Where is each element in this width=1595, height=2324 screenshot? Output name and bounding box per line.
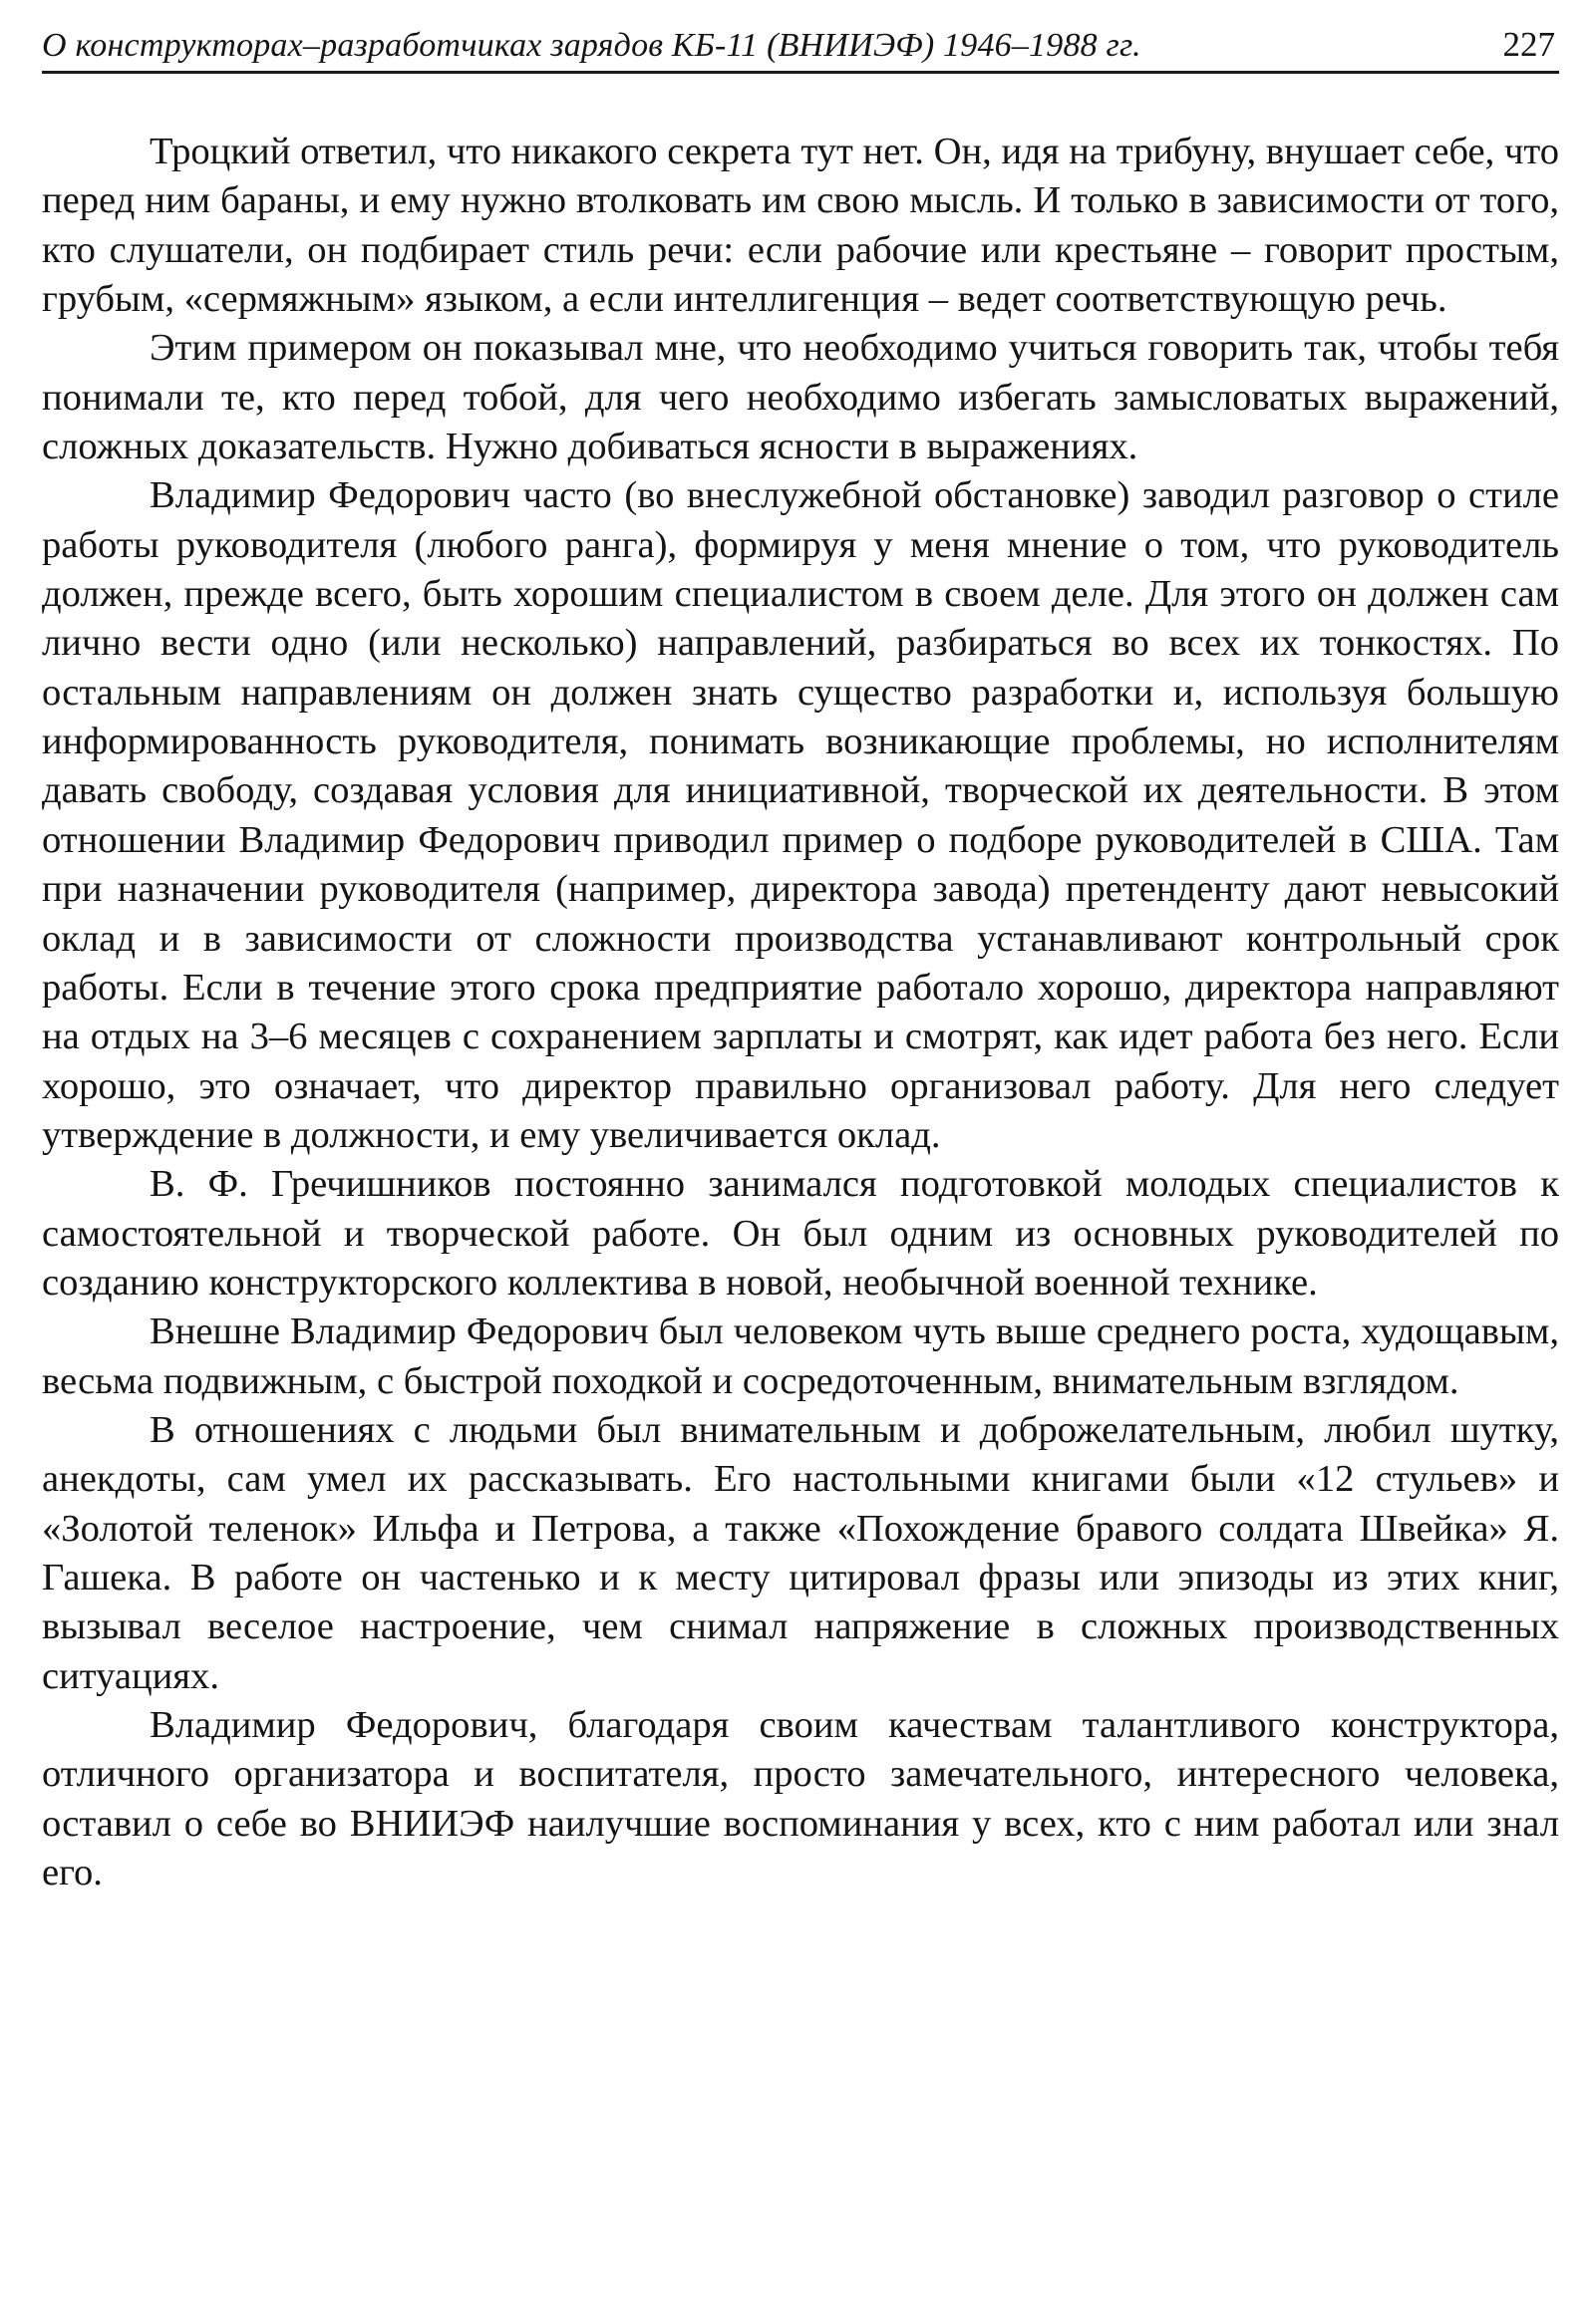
running-header-title: О конструкторах–разработчиках зарядов КБ-11 (ВНИИЭФ) 1946–1988 гг. — [42, 27, 1141, 64]
paragraph: Этим примером он показывал мне, что необходимо учиться говорить так, чтобы тебя понимали те, кто перед тобой, для чего необходимо избегать замысловатых выражений, сложных доказательств. Нужно добиваться ясности в выражениях. — [42, 327, 1559, 468]
body-text — [42, 128, 1559, 1897]
paragraph: Внешне Владимир Федорович был человеком чуть выше среднего роста, худощавым, весьма подвижным, с быстрой походкой и сосредоточенным, внимательным взглядом. — [42, 1310, 1559, 1402]
paragraph: Владимир Федорович часто (во внеслужебной обстановке) заводил разговор о стиле работы руководителя (любого ранга), формируя у меня мнение о том, что руководитель должен, прежде всего, быть хорошим специалистом в своем деле. Для этого он должен сам лично вести одно (или несколько) направлений, разбираться во всех их тонкостях. По остальным направлениям он должен знать существо разработки и, используя большую информированность руководителя, понимать возникающие проблемы, но исполнителям давать свободу, создавая условия для инициативной, творческой их деятельности. В этом отношении Владимир Федорович приводил пример о подборе руководителей в США. Там при назначении руководителя (например, директора завода) претенденту дают невысокий оклад и в зависимости от сложности производства устанавливают контрольный срок работы. Если в течение этого срока предприятие работало хорошо, директора направляют на отдых на 3–6 месяцев с сохранением зарплаты и смотрят, как идет работа без него. Если хорошо, это означает, что директор правильно организовал работу. Для него следует утверждение в должности, и ему увеличивается оклад. — [42, 474, 1559, 1156]
page-number: 227 — [1502, 25, 1555, 64]
book-page — [42, 0, 1569, 2324]
paragraph: В. Ф. Гречишников постоянно занимался подготовкой молодых специалистов к самостоятельной и творческой работе. Он был одним из основных руководителей по созданию конструкторского коллектива в новой, необычной военной технике. — [42, 1163, 1559, 1304]
paragraph: В отношениях с людьми был внимательным и доброжелательным, любил шутку, анекдоты, сам умел их рассказывать. Его настольными книгами были «12 стульев» и «Золотой теленок» Ильфа и Петрова, а также «Похождение бравого солдата Швейка» Я. Гашека. В работе он частенько и к месту цитировал фразы или эпизоды из этих книг, вызывал веселое настроение, чем снимал напряжение в сложных производственных ситуациях. — [42, 1408, 1559, 1697]
running-header — [42, 22, 1559, 74]
paragraph: Троцкий ответил, что никакого секрета тут нет. Он, идя на трибуну, внушает себе, что перед ним бараны, и ему нужно втолковать им свою мысль. И только в зависимости от того, кто слушатели, он подбирает стиль речи: если рабочие или крестьяне – говорит простым, грубым, «сермяжным» языком, а если интеллигенция – ведет соответствующую речь. — [42, 131, 1559, 321]
paragraph: Владимир Федорович, благодаря своим качествам талантливого конструктора, отличного организатора и воспитателя, просто замечательного, интересного человека, оставил о себе во ВНИИЭФ наилучшие воспоминания у всех, кто с ним работал или знал его. — [42, 1704, 1559, 1894]
